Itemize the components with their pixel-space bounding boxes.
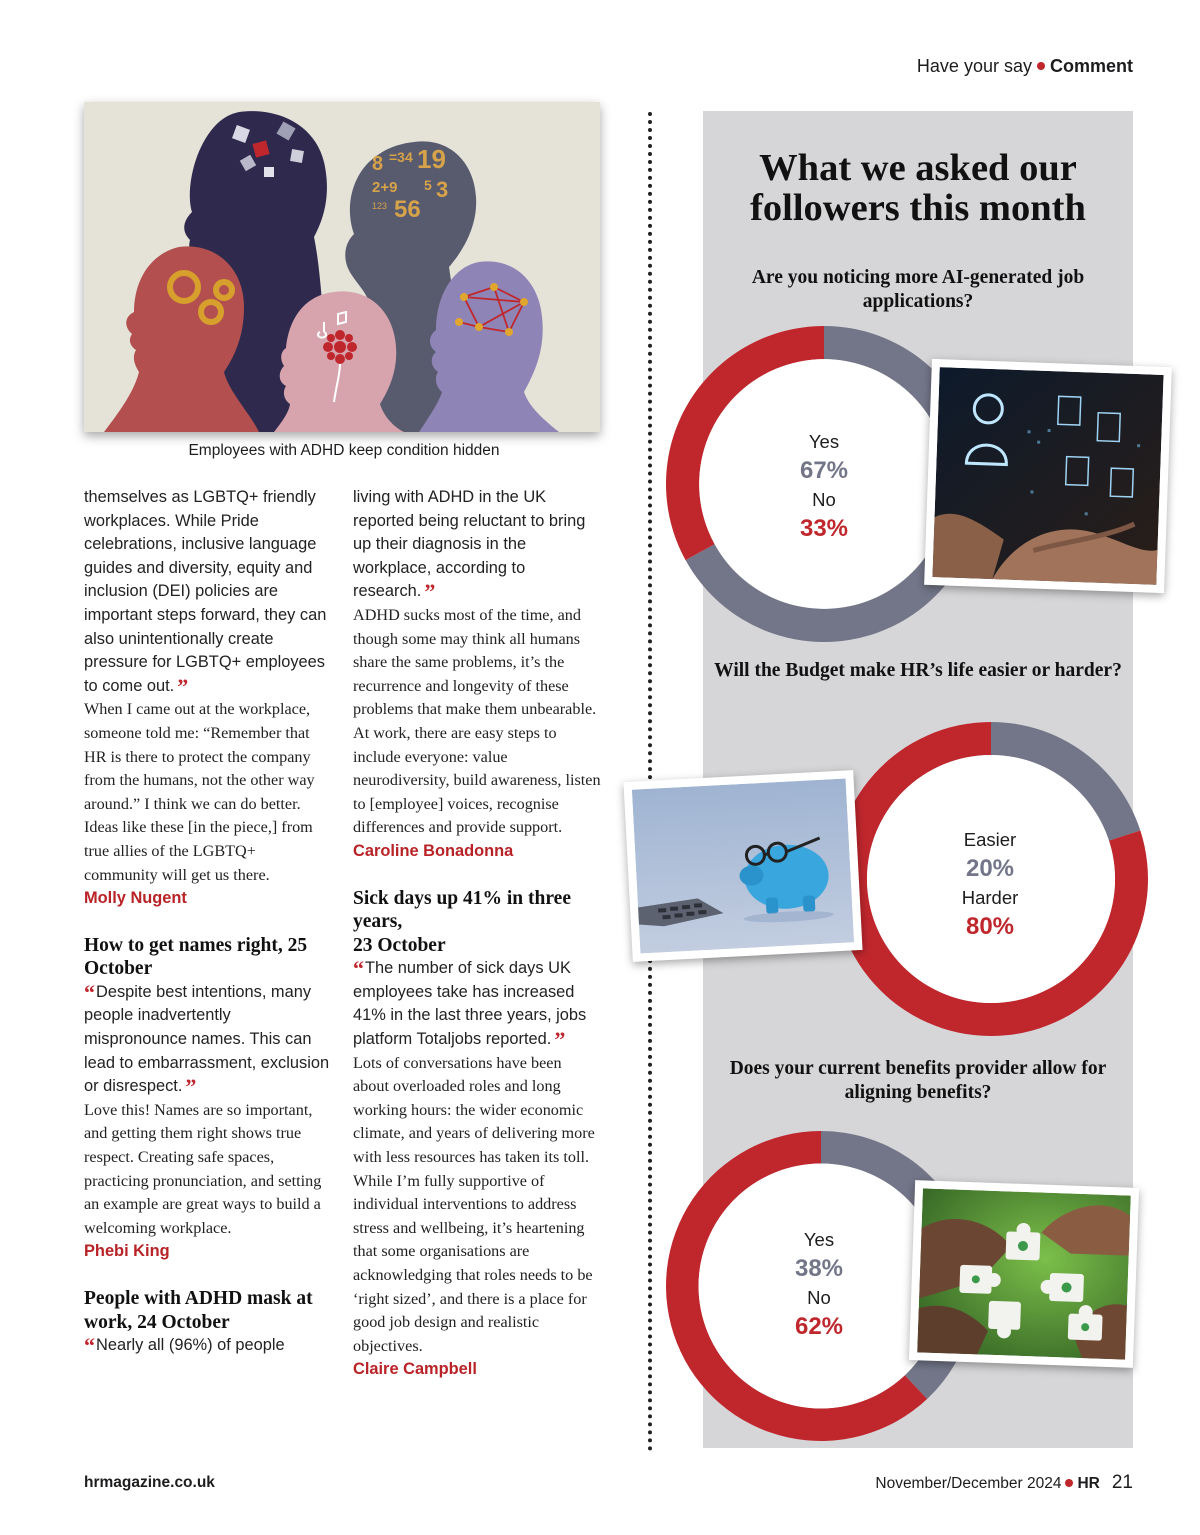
poll-title: What we asked our followers this month [750, 147, 1086, 229]
option-label: Yes [803, 1229, 835, 1250]
reply-text: Love this! Names are so important, and getting them right shows true respect. Creating safe spaces, practicing pronunciation, and setting an example are great ways to build a welcoming workplace. [84, 1100, 322, 1237]
silhouettes-image [84, 102, 600, 432]
option-percent: 38% [794, 1255, 844, 1282]
text-sans: themselves as LGBTQ+ friendly workplaces. While Pride celebrations, inclusive language guides and diversity, equity and inclusion (DEI) policies are important steps forward, they can also unintentionally create pressure for LGBTQ+ employees to come out. ” [84, 488, 327, 699]
quote-text: “ Despite best intentions, many people inadvertently mispronounce names. This can lead to embarrassment, exclusion or disrespect. ” [84, 979, 330, 1100]
svg-text:8: 8 [372, 153, 384, 175]
svg-text:2+9: 2+9 [372, 179, 398, 196]
quote-text: “ Nearly all (96%) of people [84, 1333, 285, 1359]
quote-text: living with ADHD in the UK reported being reluctant to bring up their diagnosis in the workplace, according to research. ” [353, 488, 586, 605]
ai-hands-laptop-photo [924, 359, 1172, 593]
poll-question-3: Does your current benefits provider allow for aligning benefits? [729, 1058, 1107, 1103]
option-label: No [812, 489, 836, 510]
reply-text: ADHD sucks most of the time, and though some may think all humans share the same problems, it’s the recurrence and longevity of these problems that make them unbearable. At work, there are easy steps to include everyone: value neurodiversity, build awareness, listen to [employee] voices, recognise differences and provide support. [353, 605, 601, 837]
piggy-bank-photo [623, 770, 862, 962]
letter-heading: How to get names right, 25 October [84, 934, 308, 980]
option-label: Harder [961, 887, 1019, 908]
footer-issue [875, 1472, 1133, 1494]
section-bold: Comment [1049, 56, 1133, 76]
open-quote-icon: “ [84, 1333, 93, 1359]
page-number: 21 [1111, 1472, 1133, 1493]
close-quote-icon: ” [185, 1074, 195, 1100]
svg-text:=34: =34 [389, 149, 413, 165]
donut-labels-1 [764, 430, 884, 546]
poll-question-1: Are you noticing more AI-generated job applications? [751, 267, 1085, 312]
option-label: Yes [808, 431, 840, 452]
letter-heading: Sick days up 41% in three years, 23 October [353, 887, 571, 956]
svg-text:123: 123 [372, 201, 388, 211]
letter-heading: People with ADHD mask at work, 24 October [84, 1288, 313, 1333]
puzzle-hands-photo [909, 1180, 1139, 1368]
close-quote-icon: ” [424, 579, 434, 605]
bullet-dot [1037, 62, 1045, 70]
reply-text: When I came out at the workplace, someone told me: “Remember that HR is there to protect the company from the humans, not the other way around.” I think we can do better. Ideas like these [in the piece,] from true allies of the LGBTQ+ community will get us there. [84, 700, 315, 884]
close-quote-icon: ” [554, 1027, 564, 1053]
svg-text:3: 3 [436, 177, 449, 202]
column-1 [84, 486, 332, 1358]
signature: Phebi King [84, 1242, 170, 1261]
option-percent: 20% [965, 855, 1015, 882]
poll-question-2: Will the Budget make HR’s life easier or harder? [714, 660, 1122, 681]
option-percent: 67% [799, 457, 849, 484]
open-quote-icon: “ [353, 956, 362, 982]
donut-labels-2 [930, 828, 1050, 944]
section-label [917, 56, 1133, 77]
column-2 [353, 486, 601, 1382]
bullet-dot [1065, 1479, 1073, 1487]
svg-text:5: 5 [424, 177, 432, 193]
magazine-name: HR [1077, 1475, 1100, 1492]
section-name: Have your say [916, 56, 1032, 76]
svg-text:19: 19 [417, 144, 446, 174]
donut-labels-3 [759, 1228, 879, 1344]
option-percent: 80% [965, 913, 1015, 940]
signature: Caroline Bonadonna [353, 841, 514, 860]
image-caption: Employees with ADHD keep condition hidden [188, 442, 500, 459]
signature: Molly Nugent [84, 889, 187, 908]
option-percent: 62% [794, 1313, 844, 1340]
adhd-illustration [84, 102, 600, 432]
signature: Claire Campbell [353, 1360, 477, 1379]
issue-date: November/December 2024 [875, 1475, 1062, 1492]
quote-text: “ The number of sick days UK employees take has increased 41% in the last three years, jobs platform Totaljobs reported. ” [353, 956, 587, 1053]
svg-text:56: 56 [394, 196, 421, 223]
option-label: No [807, 1287, 831, 1308]
close-quote-icon: ” [177, 673, 187, 699]
option-percent: 33% [799, 515, 849, 542]
open-quote-icon: “ [84, 979, 93, 1005]
reply-text: Lots of conversations have been about overloaded roles and long working hours: the wider economic climate, and years of delivering more with less resources has taken its toll. While I’m fully supportive of individual interventions to address stress and wellbeing, it’s heartening that some organisations are acknowledging that roles needs to be ‘right sized’, and there is a place for good job design and realistic objectives. [353, 1053, 595, 1355]
option-label: Easier [963, 829, 1017, 850]
footer-site: hrmagazine.co.uk [84, 1474, 215, 1491]
